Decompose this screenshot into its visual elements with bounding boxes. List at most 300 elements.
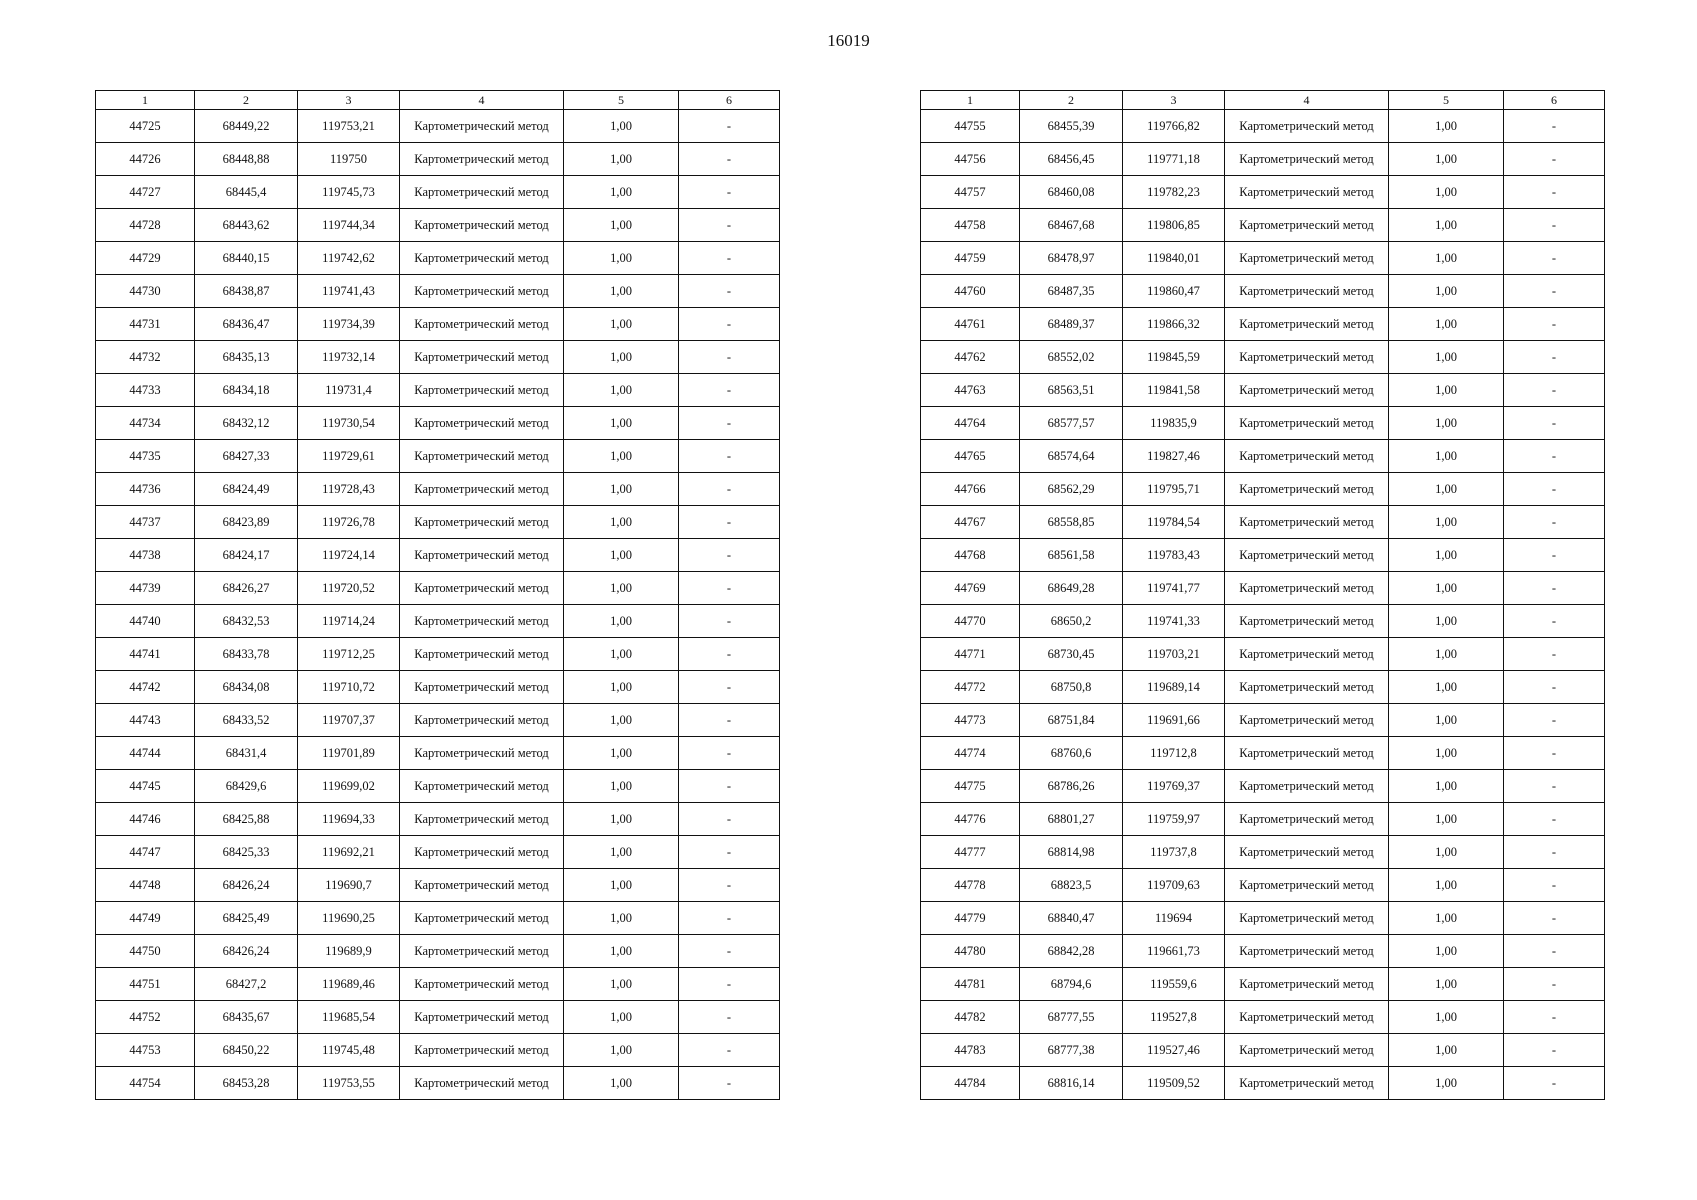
table-row [96,275,780,308]
y-coordinate-cell: 119714,24 [298,605,400,638]
table-row [96,968,780,1001]
method-cell: Картометрический метод [1225,275,1389,308]
point-number-cell: 44737 [96,506,195,539]
method-cell: Картометрический метод [400,176,564,209]
point-number-cell: 44753 [96,1034,195,1067]
method-cell: Картометрический метод [1225,968,1389,1001]
x-coordinate-cell: 68730,45 [1020,638,1123,671]
method-cell: Картометрический метод [400,737,564,770]
point-number-cell: 44738 [96,539,195,572]
method-cell: Картометрический метод [400,638,564,671]
accuracy-cell: 1,00 [1389,407,1504,440]
accuracy-cell: 1,00 [564,638,679,671]
note-cell: - [679,242,780,275]
accuracy-cell: 1,00 [1389,1067,1504,1100]
accuracy-cell: 1,00 [564,704,679,737]
y-coordinate-cell: 119742,62 [298,242,400,275]
accuracy-cell: 1,00 [564,308,679,341]
note-cell: - [679,1067,780,1100]
method-cell: Картометрический метод [400,275,564,308]
note-cell: - [1504,275,1605,308]
y-coordinate-cell: 119827,46 [1123,440,1225,473]
x-coordinate-cell: 68435,13 [195,341,298,374]
x-coordinate-cell: 68489,37 [1020,308,1123,341]
y-coordinate-cell: 119806,85 [1123,209,1225,242]
y-coordinate-cell: 119745,73 [298,176,400,209]
table-row [96,638,780,671]
accuracy-cell: 1,00 [1389,869,1504,902]
y-coordinate-cell: 119720,52 [298,572,400,605]
accuracy-cell: 1,00 [1389,143,1504,176]
accuracy-cell: 1,00 [1389,572,1504,605]
table-row [921,110,1605,143]
method-cell: Картометрический метод [1225,638,1389,671]
point-number-cell: 44739 [96,572,195,605]
method-cell: Картометрический метод [1225,143,1389,176]
note-cell: - [679,605,780,638]
note-cell: - [679,869,780,902]
accuracy-cell: 1,00 [1389,473,1504,506]
accuracy-cell: 1,00 [564,605,679,638]
x-coordinate-cell: 68440,15 [195,242,298,275]
accuracy-cell: 1,00 [564,836,679,869]
method-cell: Картометрический метод [400,143,564,176]
note-cell: - [1504,638,1605,671]
x-coordinate-cell: 68434,08 [195,671,298,704]
y-coordinate-cell: 119841,58 [1123,374,1225,407]
method-cell: Картометрический метод [400,242,564,275]
point-number-cell: 44782 [921,1001,1020,1034]
method-cell: Картометрический метод [400,1067,564,1100]
method-cell: Картометрический метод [1225,242,1389,275]
y-coordinate-cell: 119783,43 [1123,539,1225,572]
x-coordinate-cell: 68467,68 [1020,209,1123,242]
table-row [96,770,780,803]
table-row [921,1001,1605,1034]
point-number-cell: 44771 [921,638,1020,671]
method-cell: Картометрический метод [400,539,564,572]
column-header: 4 [400,91,564,110]
point-number-cell: 44744 [96,737,195,770]
table-row [96,473,780,506]
table-row [921,836,1605,869]
table-row [921,440,1605,473]
point-number-cell: 44728 [96,209,195,242]
y-coordinate-cell: 119750 [298,143,400,176]
y-coordinate-cell: 119835,9 [1123,407,1225,440]
accuracy-cell: 1,00 [564,869,679,902]
note-cell: - [679,638,780,671]
note-cell: - [1504,110,1605,143]
table-row [96,341,780,374]
table-row [96,704,780,737]
x-coordinate-cell: 68816,14 [1020,1067,1123,1100]
point-number-cell: 44768 [921,539,1020,572]
column-header: 4 [1225,91,1389,110]
y-coordinate-cell: 119689,9 [298,935,400,968]
accuracy-cell: 1,00 [564,1034,679,1067]
table-row [96,176,780,209]
table-row [96,440,780,473]
y-coordinate-cell: 119691,66 [1123,704,1225,737]
method-cell: Картометрический метод [400,308,564,341]
point-number-cell: 44761 [921,308,1020,341]
y-coordinate-cell: 119710,72 [298,671,400,704]
note-cell: - [1504,605,1605,638]
y-coordinate-cell: 119741,43 [298,275,400,308]
x-coordinate-cell: 68777,38 [1020,1034,1123,1067]
point-number-cell: 44749 [96,902,195,935]
y-coordinate-cell: 119745,48 [298,1034,400,1067]
y-coordinate-cell: 119699,02 [298,770,400,803]
x-coordinate-cell: 68425,49 [195,902,298,935]
point-number-cell: 44732 [96,341,195,374]
note-cell: - [679,902,780,935]
x-coordinate-cell: 68433,78 [195,638,298,671]
point-number-cell: 44779 [921,902,1020,935]
method-cell: Картометрический метод [400,341,564,374]
accuracy-cell: 1,00 [564,407,679,440]
y-coordinate-cell: 119840,01 [1123,242,1225,275]
method-cell: Картометрический метод [1225,209,1389,242]
y-coordinate-cell: 119685,54 [298,1001,400,1034]
note-cell: - [679,803,780,836]
x-coordinate-cell: 68760,6 [1020,737,1123,770]
table-row [921,1034,1605,1067]
method-cell: Картометрический метод [1225,902,1389,935]
y-coordinate-cell: 119689,14 [1123,671,1225,704]
x-coordinate-cell: 68563,51 [1020,374,1123,407]
y-coordinate-cell: 119559,6 [1123,968,1225,1001]
method-cell: Картометрический метод [400,1001,564,1034]
point-number-cell: 44755 [921,110,1020,143]
method-cell: Картометрический метод [1225,737,1389,770]
accuracy-cell: 1,00 [1389,935,1504,968]
accuracy-cell: 1,00 [1389,440,1504,473]
point-number-cell: 44726 [96,143,195,176]
y-coordinate-cell: 119741,33 [1123,605,1225,638]
x-coordinate-cell: 68426,24 [195,869,298,902]
table-row [96,110,780,143]
note-cell: - [1504,374,1605,407]
y-coordinate-cell: 119734,39 [298,308,400,341]
point-number-cell: 44733 [96,374,195,407]
point-number-cell: 44773 [921,704,1020,737]
table-row [921,572,1605,605]
note-cell: - [1504,869,1605,902]
method-cell: Картометрический метод [400,836,564,869]
method-cell: Картометрический метод [1225,341,1389,374]
y-coordinate-cell: 119661,73 [1123,935,1225,968]
y-coordinate-cell: 119712,8 [1123,737,1225,770]
point-number-cell: 44750 [96,935,195,968]
point-number-cell: 44774 [921,737,1020,770]
x-coordinate-cell: 68423,89 [195,506,298,539]
y-coordinate-cell: 119759,97 [1123,803,1225,836]
table-row [921,638,1605,671]
x-coordinate-cell: 68429,6 [195,770,298,803]
table-row [921,770,1605,803]
note-cell: - [1504,506,1605,539]
table-row [96,737,780,770]
point-number-cell: 44784 [921,1067,1020,1100]
note-cell: - [1504,341,1605,374]
y-coordinate-cell: 119709,63 [1123,869,1225,902]
note-cell: - [1504,242,1605,275]
note-cell: - [1504,935,1605,968]
accuracy-cell: 1,00 [564,341,679,374]
x-coordinate-cell: 68562,29 [1020,473,1123,506]
column-header: 2 [1020,91,1123,110]
method-cell: Картометрический метод [1225,110,1389,143]
note-cell: - [679,506,780,539]
y-coordinate-cell: 119703,21 [1123,638,1225,671]
point-number-cell: 44730 [96,275,195,308]
table-row [921,803,1605,836]
table-row [96,671,780,704]
y-coordinate-cell: 119729,61 [298,440,400,473]
note-cell: - [679,770,780,803]
note-cell: - [1504,671,1605,704]
accuracy-cell: 1,00 [1389,737,1504,770]
note-cell: - [679,935,780,968]
note-cell: - [679,308,780,341]
note-cell: - [679,209,780,242]
method-cell: Картометрический метод [1225,407,1389,440]
x-coordinate-cell: 68453,28 [195,1067,298,1100]
table-body [96,110,780,1100]
accuracy-cell: 1,00 [1389,308,1504,341]
y-coordinate-cell: 119527,8 [1123,1001,1225,1034]
y-coordinate-cell: 119784,54 [1123,506,1225,539]
note-cell: - [1504,176,1605,209]
point-number-cell: 44769 [921,572,1020,605]
y-coordinate-cell: 119694 [1123,902,1225,935]
y-coordinate-cell: 119724,14 [298,539,400,572]
table-row [921,539,1605,572]
method-cell: Картометрический метод [400,671,564,704]
y-coordinate-cell: 119726,78 [298,506,400,539]
y-coordinate-cell: 119690,7 [298,869,400,902]
column-header: 5 [1389,91,1504,110]
x-coordinate-cell: 68786,26 [1020,770,1123,803]
method-cell: Картометрический метод [400,374,564,407]
x-coordinate-cell: 68436,47 [195,308,298,341]
table-row [921,902,1605,935]
table-row [921,671,1605,704]
point-number-cell: 44760 [921,275,1020,308]
point-number-cell: 44758 [921,209,1020,242]
point-number-cell: 44731 [96,308,195,341]
x-coordinate-cell: 68432,12 [195,407,298,440]
note-cell: - [679,473,780,506]
note-cell: - [1504,473,1605,506]
coordinates-table-right [920,90,1605,1100]
x-coordinate-cell: 68456,45 [1020,143,1123,176]
column-header: 6 [679,91,780,110]
y-coordinate-cell: 119845,59 [1123,341,1225,374]
method-cell: Картометрический метод [1225,473,1389,506]
note-cell: - [1504,1001,1605,1034]
point-number-cell: 44752 [96,1001,195,1034]
point-number-cell: 44727 [96,176,195,209]
point-number-cell: 44767 [921,506,1020,539]
x-coordinate-cell: 68450,22 [195,1034,298,1067]
accuracy-cell: 1,00 [564,242,679,275]
method-cell: Картометрический метод [1225,770,1389,803]
point-number-cell: 44743 [96,704,195,737]
x-coordinate-cell: 68649,28 [1020,572,1123,605]
x-coordinate-cell: 68449,22 [195,110,298,143]
note-cell: - [1504,539,1605,572]
accuracy-cell: 1,00 [564,572,679,605]
table-row [921,935,1605,968]
table-row [96,869,780,902]
method-cell: Картометрический метод [400,770,564,803]
x-coordinate-cell: 68777,55 [1020,1001,1123,1034]
accuracy-cell: 1,00 [564,1067,679,1100]
accuracy-cell: 1,00 [1389,638,1504,671]
column-header: 1 [921,91,1020,110]
method-cell: Картометрический метод [400,1034,564,1067]
x-coordinate-cell: 68794,6 [1020,968,1123,1001]
table-row [921,968,1605,1001]
x-coordinate-cell: 68443,62 [195,209,298,242]
x-coordinate-cell: 68424,17 [195,539,298,572]
note-cell: - [679,968,780,1001]
table-row [921,341,1605,374]
x-coordinate-cell: 68801,27 [1020,803,1123,836]
method-cell: Картометрический метод [1225,1034,1389,1067]
column-header: 6 [1504,91,1605,110]
note-cell: - [1504,308,1605,341]
accuracy-cell: 1,00 [1389,902,1504,935]
y-coordinate-cell: 119732,14 [298,341,400,374]
y-coordinate-cell: 119509,52 [1123,1067,1225,1100]
point-number-cell: 44759 [921,242,1020,275]
table-row [96,1067,780,1100]
accuracy-cell: 1,00 [564,968,679,1001]
accuracy-cell: 1,00 [564,737,679,770]
y-coordinate-cell: 119769,37 [1123,770,1225,803]
note-cell: - [679,539,780,572]
note-cell: - [679,671,780,704]
y-coordinate-cell: 119692,21 [298,836,400,869]
method-cell: Картометрический метод [400,473,564,506]
x-coordinate-cell: 68438,87 [195,275,298,308]
method-cell: Картометрический метод [400,902,564,935]
point-number-cell: 44781 [921,968,1020,1001]
method-cell: Картометрический метод [400,968,564,1001]
y-coordinate-cell: 119728,43 [298,473,400,506]
x-coordinate-cell: 68558,85 [1020,506,1123,539]
accuracy-cell: 1,00 [564,374,679,407]
note-cell: - [679,1001,780,1034]
accuracy-cell: 1,00 [1389,968,1504,1001]
y-coordinate-cell: 119694,33 [298,803,400,836]
method-cell: Картометрический метод [1225,935,1389,968]
accuracy-cell: 1,00 [564,803,679,836]
method-cell: Картометрический метод [400,440,564,473]
accuracy-cell: 1,00 [1389,176,1504,209]
x-coordinate-cell: 68425,88 [195,803,298,836]
coordinates-table-left [95,90,780,1100]
accuracy-cell: 1,00 [1389,242,1504,275]
method-cell: Картометрический метод [1225,836,1389,869]
accuracy-cell: 1,00 [564,143,679,176]
method-cell: Картометрический метод [400,935,564,968]
table-header-row [921,91,1605,110]
x-coordinate-cell: 68432,53 [195,605,298,638]
point-number-cell: 44742 [96,671,195,704]
x-coordinate-cell: 68650,2 [1020,605,1123,638]
point-number-cell: 44746 [96,803,195,836]
note-cell: - [1504,737,1605,770]
column-header: 3 [298,91,400,110]
accuracy-cell: 1,00 [1389,803,1504,836]
point-number-cell: 44735 [96,440,195,473]
point-number-cell: 44770 [921,605,1020,638]
x-coordinate-cell: 68840,47 [1020,902,1123,935]
table-row [96,308,780,341]
y-coordinate-cell: 119730,54 [298,407,400,440]
method-cell: Картометрический метод [400,869,564,902]
column-header: 3 [1123,91,1225,110]
y-coordinate-cell: 119707,37 [298,704,400,737]
table-row [96,506,780,539]
x-coordinate-cell: 68425,33 [195,836,298,869]
note-cell: - [679,572,780,605]
y-coordinate-cell: 119860,47 [1123,275,1225,308]
x-coordinate-cell: 68823,5 [1020,869,1123,902]
y-coordinate-cell: 119737,8 [1123,836,1225,869]
note-cell: - [679,275,780,308]
y-coordinate-cell: 119782,23 [1123,176,1225,209]
point-number-cell: 44754 [96,1067,195,1100]
table-row [921,275,1605,308]
table-row [921,374,1605,407]
accuracy-cell: 1,00 [1389,704,1504,737]
x-coordinate-cell: 68577,57 [1020,407,1123,440]
method-cell: Картометрический метод [1225,176,1389,209]
table-row [96,407,780,440]
point-number-cell: 44736 [96,473,195,506]
note-cell: - [1504,704,1605,737]
table-row [96,935,780,968]
accuracy-cell: 1,00 [564,671,679,704]
note-cell: - [1504,1034,1605,1067]
table-row [96,1034,780,1067]
y-coordinate-cell: 119753,55 [298,1067,400,1100]
table-row [921,605,1605,638]
accuracy-cell: 1,00 [1389,341,1504,374]
note-cell: - [1504,407,1605,440]
accuracy-cell: 1,00 [1389,209,1504,242]
table-row [96,539,780,572]
x-coordinate-cell: 68487,35 [1020,275,1123,308]
y-coordinate-cell: 119689,46 [298,968,400,1001]
x-coordinate-cell: 68455,39 [1020,110,1123,143]
table-row [96,143,780,176]
y-coordinate-cell: 119766,82 [1123,110,1225,143]
note-cell: - [679,704,780,737]
method-cell: Картометрический метод [1225,803,1389,836]
table-row [921,473,1605,506]
note-cell: - [1504,803,1605,836]
note-cell: - [1504,902,1605,935]
method-cell: Картометрический метод [1225,1067,1389,1100]
note-cell: - [1504,572,1605,605]
